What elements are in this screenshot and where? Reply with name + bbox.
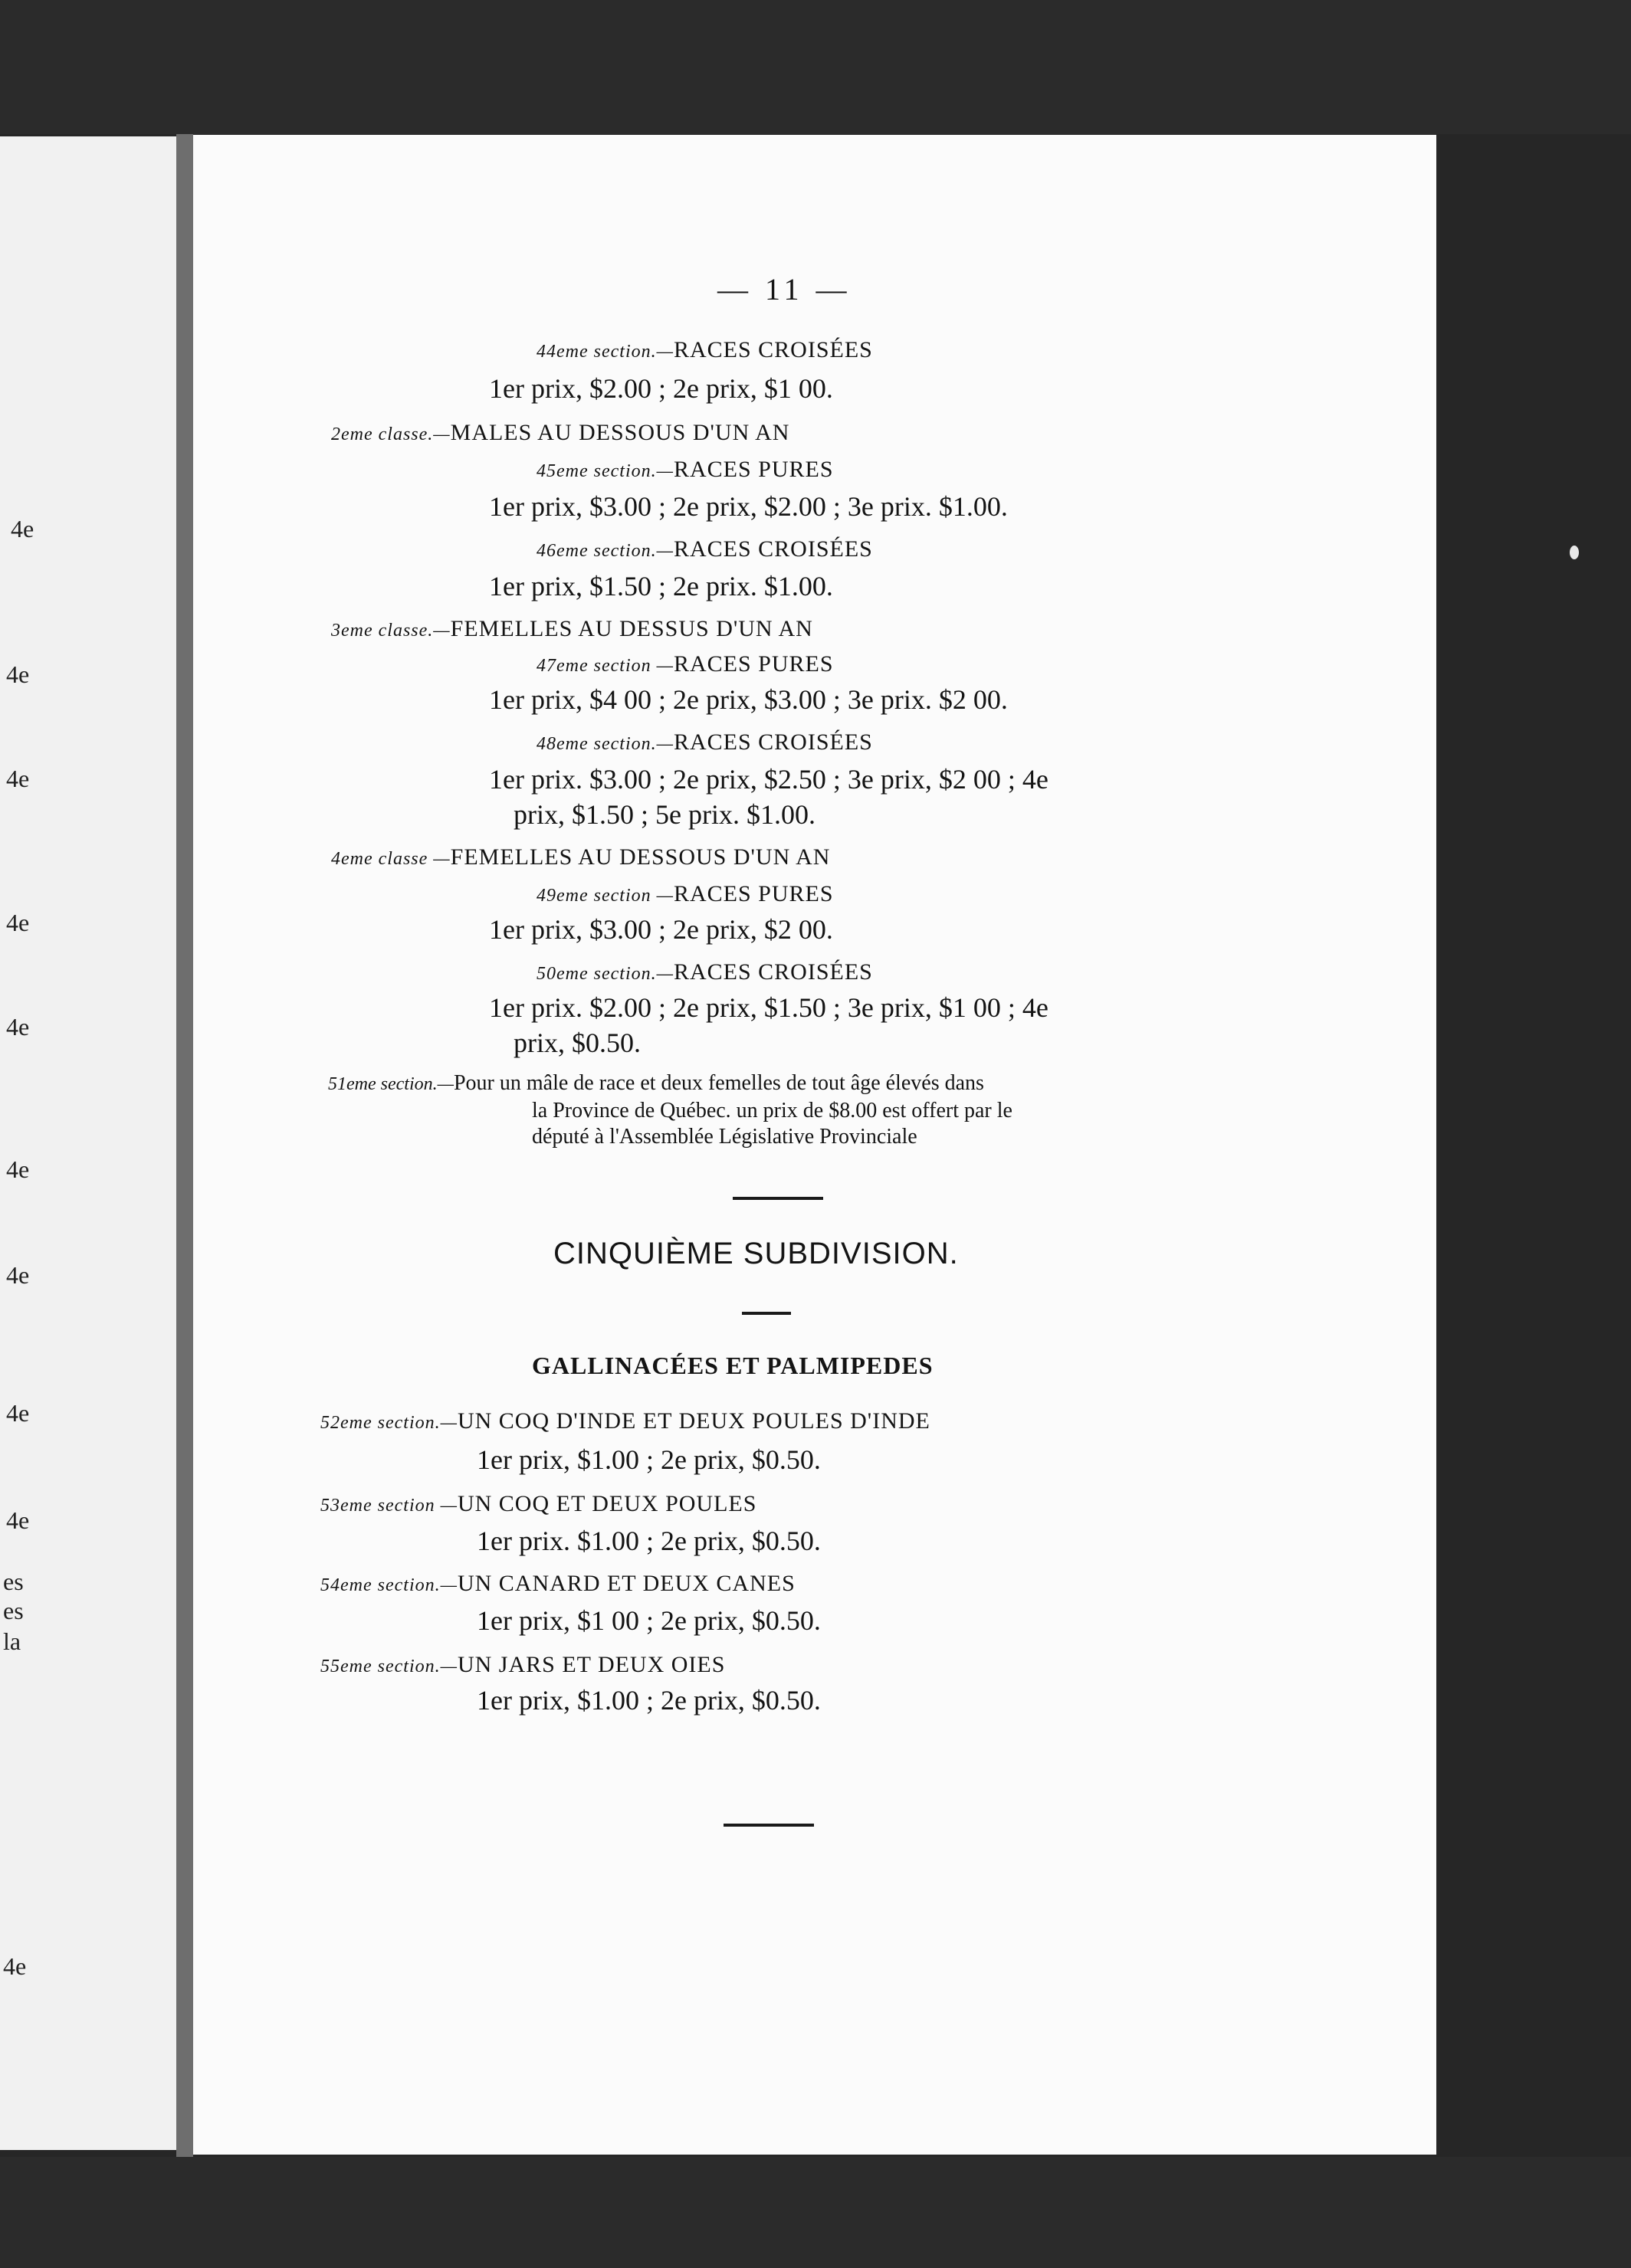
prize-line: 1er prix, $1.00 ; 2e prix, $0.50.	[477, 1444, 821, 1475]
prize-line: 1er prix. $3.00 ; 2e prix, $2.50 ; 3e prix, $2 00 ; 4e	[489, 764, 1048, 795]
section-title: RACES PURES	[673, 457, 834, 482]
class-title: FEMELLES AU DESSUS D'UN AN	[450, 616, 813, 641]
section-label: 53eme section —	[320, 1496, 458, 1516]
subdivision-heading: GALLINACÉES ET PALMIPEDES	[532, 1352, 934, 1379]
section-heading	[537, 536, 873, 562]
section-paragraph	[328, 1071, 984, 1096]
section-text-line: député à l'Assemblée Législative Provinciale	[532, 1125, 917, 1149]
class-label: 4eme classe —	[331, 849, 451, 869]
class-heading	[331, 616, 813, 642]
left-page-fragment: la	[3, 1627, 21, 1655]
section-label: 46eme section.—	[537, 541, 674, 561]
section-label: 54eme section.—	[320, 1575, 458, 1595]
section-heading	[537, 729, 873, 755]
left-page-fragment: 4e	[6, 660, 30, 688]
section-title: RACES CROISÉES	[673, 959, 873, 985]
left-page-fragment: 4e	[3, 1952, 27, 1980]
section-text-line: la Province de Québec. un prix de $8.00 est offert par le	[532, 1099, 1012, 1123]
section-label: 48eme section.—	[537, 734, 674, 754]
left-page-fragment: 4e	[6, 1013, 30, 1041]
left-page-fragment: 4e	[6, 1399, 30, 1427]
section-heading	[537, 337, 873, 363]
section-divider	[733, 1197, 823, 1200]
prize-line: prix, $1.50 ; 5e prix. $1.00.	[514, 799, 816, 830]
section-label: 44eme section.—	[537, 342, 674, 362]
section-title: UN JARS ET DEUX OIES	[457, 1652, 726, 1677]
page-number: — 11 —	[717, 272, 852, 306]
class-title: FEMELLES AU DESSOUS D'UN AN	[450, 844, 831, 870]
frame-top-band	[0, 0, 1631, 134]
prize-line: 1er prix, $1 00 ; 2e prix, $0.50.	[477, 1605, 821, 1636]
page-gutter	[176, 134, 193, 2157]
left-page-fragment: 4e	[11, 515, 34, 542]
class-heading	[331, 420, 789, 446]
left-page-fragment: 4e	[6, 909, 30, 936]
section-title: RACES CROISÉES	[673, 337, 873, 362]
left-page-fragment: 4e	[6, 1155, 30, 1183]
left-page-fragment: 4e	[6, 1506, 30, 1534]
section-title: UN CANARD ET DEUX CANES	[457, 1571, 796, 1596]
frame-right-band	[1436, 134, 1631, 2157]
section-label: 55eme section.—	[320, 1657, 458, 1676]
section-title: RACES PURES	[673, 651, 834, 677]
left-page-fragment: es	[3, 1568, 24, 1595]
section-text: Pour un mâle de race et deux femelles de tout âge élevés dans	[453, 1071, 984, 1095]
prize-line: 1er prix. $1.00 ; 2e prix, $0.50.	[477, 1526, 821, 1556]
class-label: 3eme classe.—	[331, 621, 451, 641]
section-title: RACES CROISÉES	[673, 729, 873, 755]
prize-line: 1er prix, $3.00 ; 2e prix, $2.00 ; 3e prix. $1.00.	[489, 491, 1008, 522]
section-title: UN COQ D'INDE ET DEUX POULES D'INDE	[457, 1408, 930, 1434]
prize-line: 1er prix, $1.00 ; 2e prix, $0.50.	[477, 1685, 821, 1716]
section-title: RACES CROISÉES	[673, 536, 873, 562]
subdivision-title: CINQUIÈME SUBDIVISION.	[553, 1237, 959, 1270]
section-heading	[320, 1571, 796, 1597]
left-page-fragment: es	[3, 1597, 24, 1624]
class-label: 2eme classe.—	[331, 424, 451, 444]
class-title: MALES AU DESSOUS D'UN AN	[450, 420, 790, 445]
section-label: 49eme section —	[537, 886, 674, 906]
section-divider	[742, 1312, 791, 1315]
section-heading	[320, 1652, 725, 1678]
section-heading	[320, 1491, 756, 1517]
prize-line: 1er prix, $1.50 ; 2e prix. $1.00.	[489, 571, 833, 601]
section-title: UN COQ ET DEUX POULES	[457, 1491, 757, 1516]
section-heading	[537, 959, 873, 985]
section-heading	[537, 651, 834, 677]
section-heading	[537, 457, 834, 483]
prize-line: 1er prix, $4 00 ; 2e prix, $3.00 ; 3e prix. $2 00.	[489, 684, 1008, 715]
end-divider	[724, 1824, 814, 1827]
section-heading	[320, 1408, 930, 1434]
frame-bottom-band	[0, 2157, 1631, 2268]
left-page-fragment: 4e	[6, 765, 30, 792]
left-facing-page	[0, 136, 188, 2150]
section-label: 51eme section.—	[328, 1074, 454, 1094]
left-page-fragment: 4e	[6, 1261, 30, 1289]
section-label: 52eme section.—	[320, 1413, 458, 1433]
prize-line: 1er prix, $3.00 ; 2e prix, $2 00.	[489, 914, 833, 945]
section-label: 45eme section.—	[537, 461, 674, 481]
dust-speck	[1570, 546, 1579, 559]
prize-line: prix, $0.50.	[514, 1027, 641, 1058]
section-title: RACES PURES	[673, 881, 834, 906]
class-heading	[331, 844, 830, 870]
section-label: 47eme section —	[537, 656, 674, 676]
prize-line: 1er prix. $2.00 ; 2e prix, $1.50 ; 3e prix, $1 00 ; 4e	[489, 992, 1048, 1023]
prize-line: 1er prix, $2.00 ; 2e prix, $1 00.	[489, 373, 833, 404]
section-heading	[537, 881, 834, 907]
section-label: 50eme section.—	[537, 964, 674, 984]
